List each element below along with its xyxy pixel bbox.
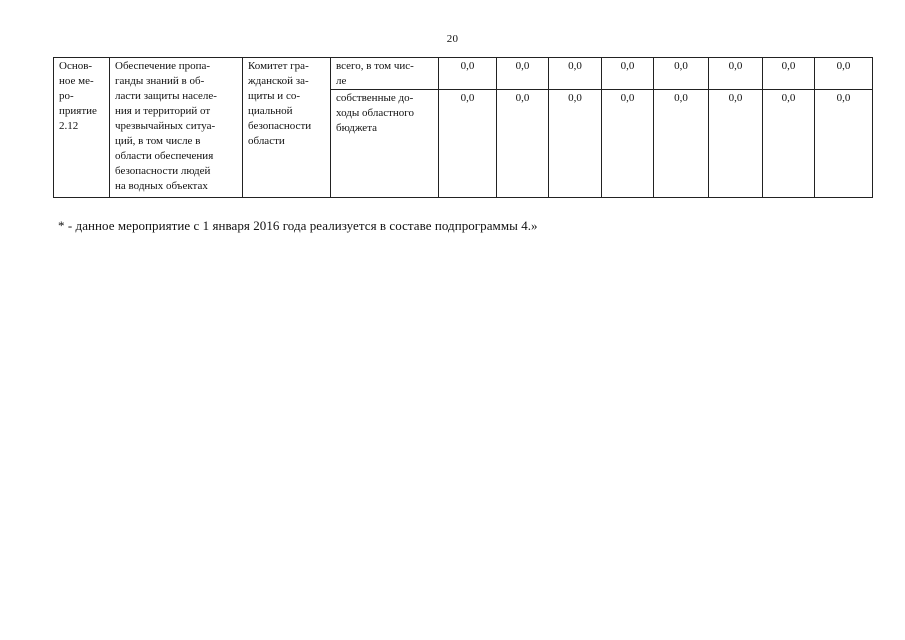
value-cell: 0,0 [549, 58, 602, 90]
executor-line: Комитет гра- [248, 60, 309, 72]
table-row [54, 58, 873, 90]
funding-source-line: ходы областного [336, 107, 415, 119]
measure-name-cell [110, 58, 243, 198]
value-cell: 0,0 [602, 90, 654, 198]
value-cell: 0,0 [439, 58, 497, 90]
funding-source-line: бюджета [336, 122, 378, 134]
measure-name-line: Обеспечение пропа- [115, 60, 211, 72]
measure-name-line: области обеспечения [115, 150, 214, 162]
measure-name-line: ласти защиты населе- [115, 90, 217, 102]
measure-code-line: приятие [59, 105, 97, 117]
value-cell: 0,0 [654, 58, 709, 90]
value-cell: 0,0 [654, 90, 709, 198]
executor-line: безопасности [248, 120, 312, 132]
footnote: * - данное мероприятие с 1 января 2016 года реализуется в составе подпрограммы 4.» [58, 218, 538, 233]
measure-code-line: 2.12 [59, 120, 79, 132]
measure-name-line: ций, в том числе в [115, 135, 201, 147]
executor-line: области [248, 135, 285, 147]
executor-line: циальной [248, 105, 293, 117]
measure-name-line: ганды знаний в об- [115, 75, 205, 87]
value-cell: 0,0 [763, 58, 815, 90]
measure-name-line: чрезвычайных ситуа- [115, 120, 216, 132]
value-cell: 0,0 [497, 58, 549, 90]
value-cell: 0,0 [602, 58, 654, 90]
page-number: 20 [446, 33, 459, 45]
value-cell: 0,0 [815, 90, 873, 198]
value-cell: 0,0 [815, 58, 873, 90]
funding-source-cell [331, 58, 439, 90]
measure-name-line: ния и территорий от [115, 105, 211, 117]
value-cell: 0,0 [709, 90, 763, 198]
funding-source-line: собственные до- [336, 92, 414, 104]
measure-code-cell [54, 58, 110, 198]
executor-line: жданской за- [248, 75, 309, 87]
measure-code-line: ро- [59, 90, 74, 102]
funding-source-cell [331, 90, 439, 198]
value-cell: 0,0 [549, 90, 602, 198]
value-cell: 0,0 [709, 58, 763, 90]
value-cell: 0,0 [497, 90, 549, 198]
executor-cell [243, 58, 331, 198]
funding-source-line: всего, в том чис- [336, 60, 414, 72]
measure-code-line: ное ме- [59, 75, 94, 87]
measure-name-line: безопасности людей [115, 165, 211, 177]
executor-line: щиты и со- [248, 90, 300, 102]
value-cell: 0,0 [439, 90, 497, 198]
value-cell: 0,0 [763, 90, 815, 198]
measure-name-line: на водных объектах [115, 180, 208, 192]
measure-code-line: Основ- [59, 60, 93, 72]
funding-table [53, 57, 873, 198]
funding-source-line: ле [336, 75, 347, 87]
